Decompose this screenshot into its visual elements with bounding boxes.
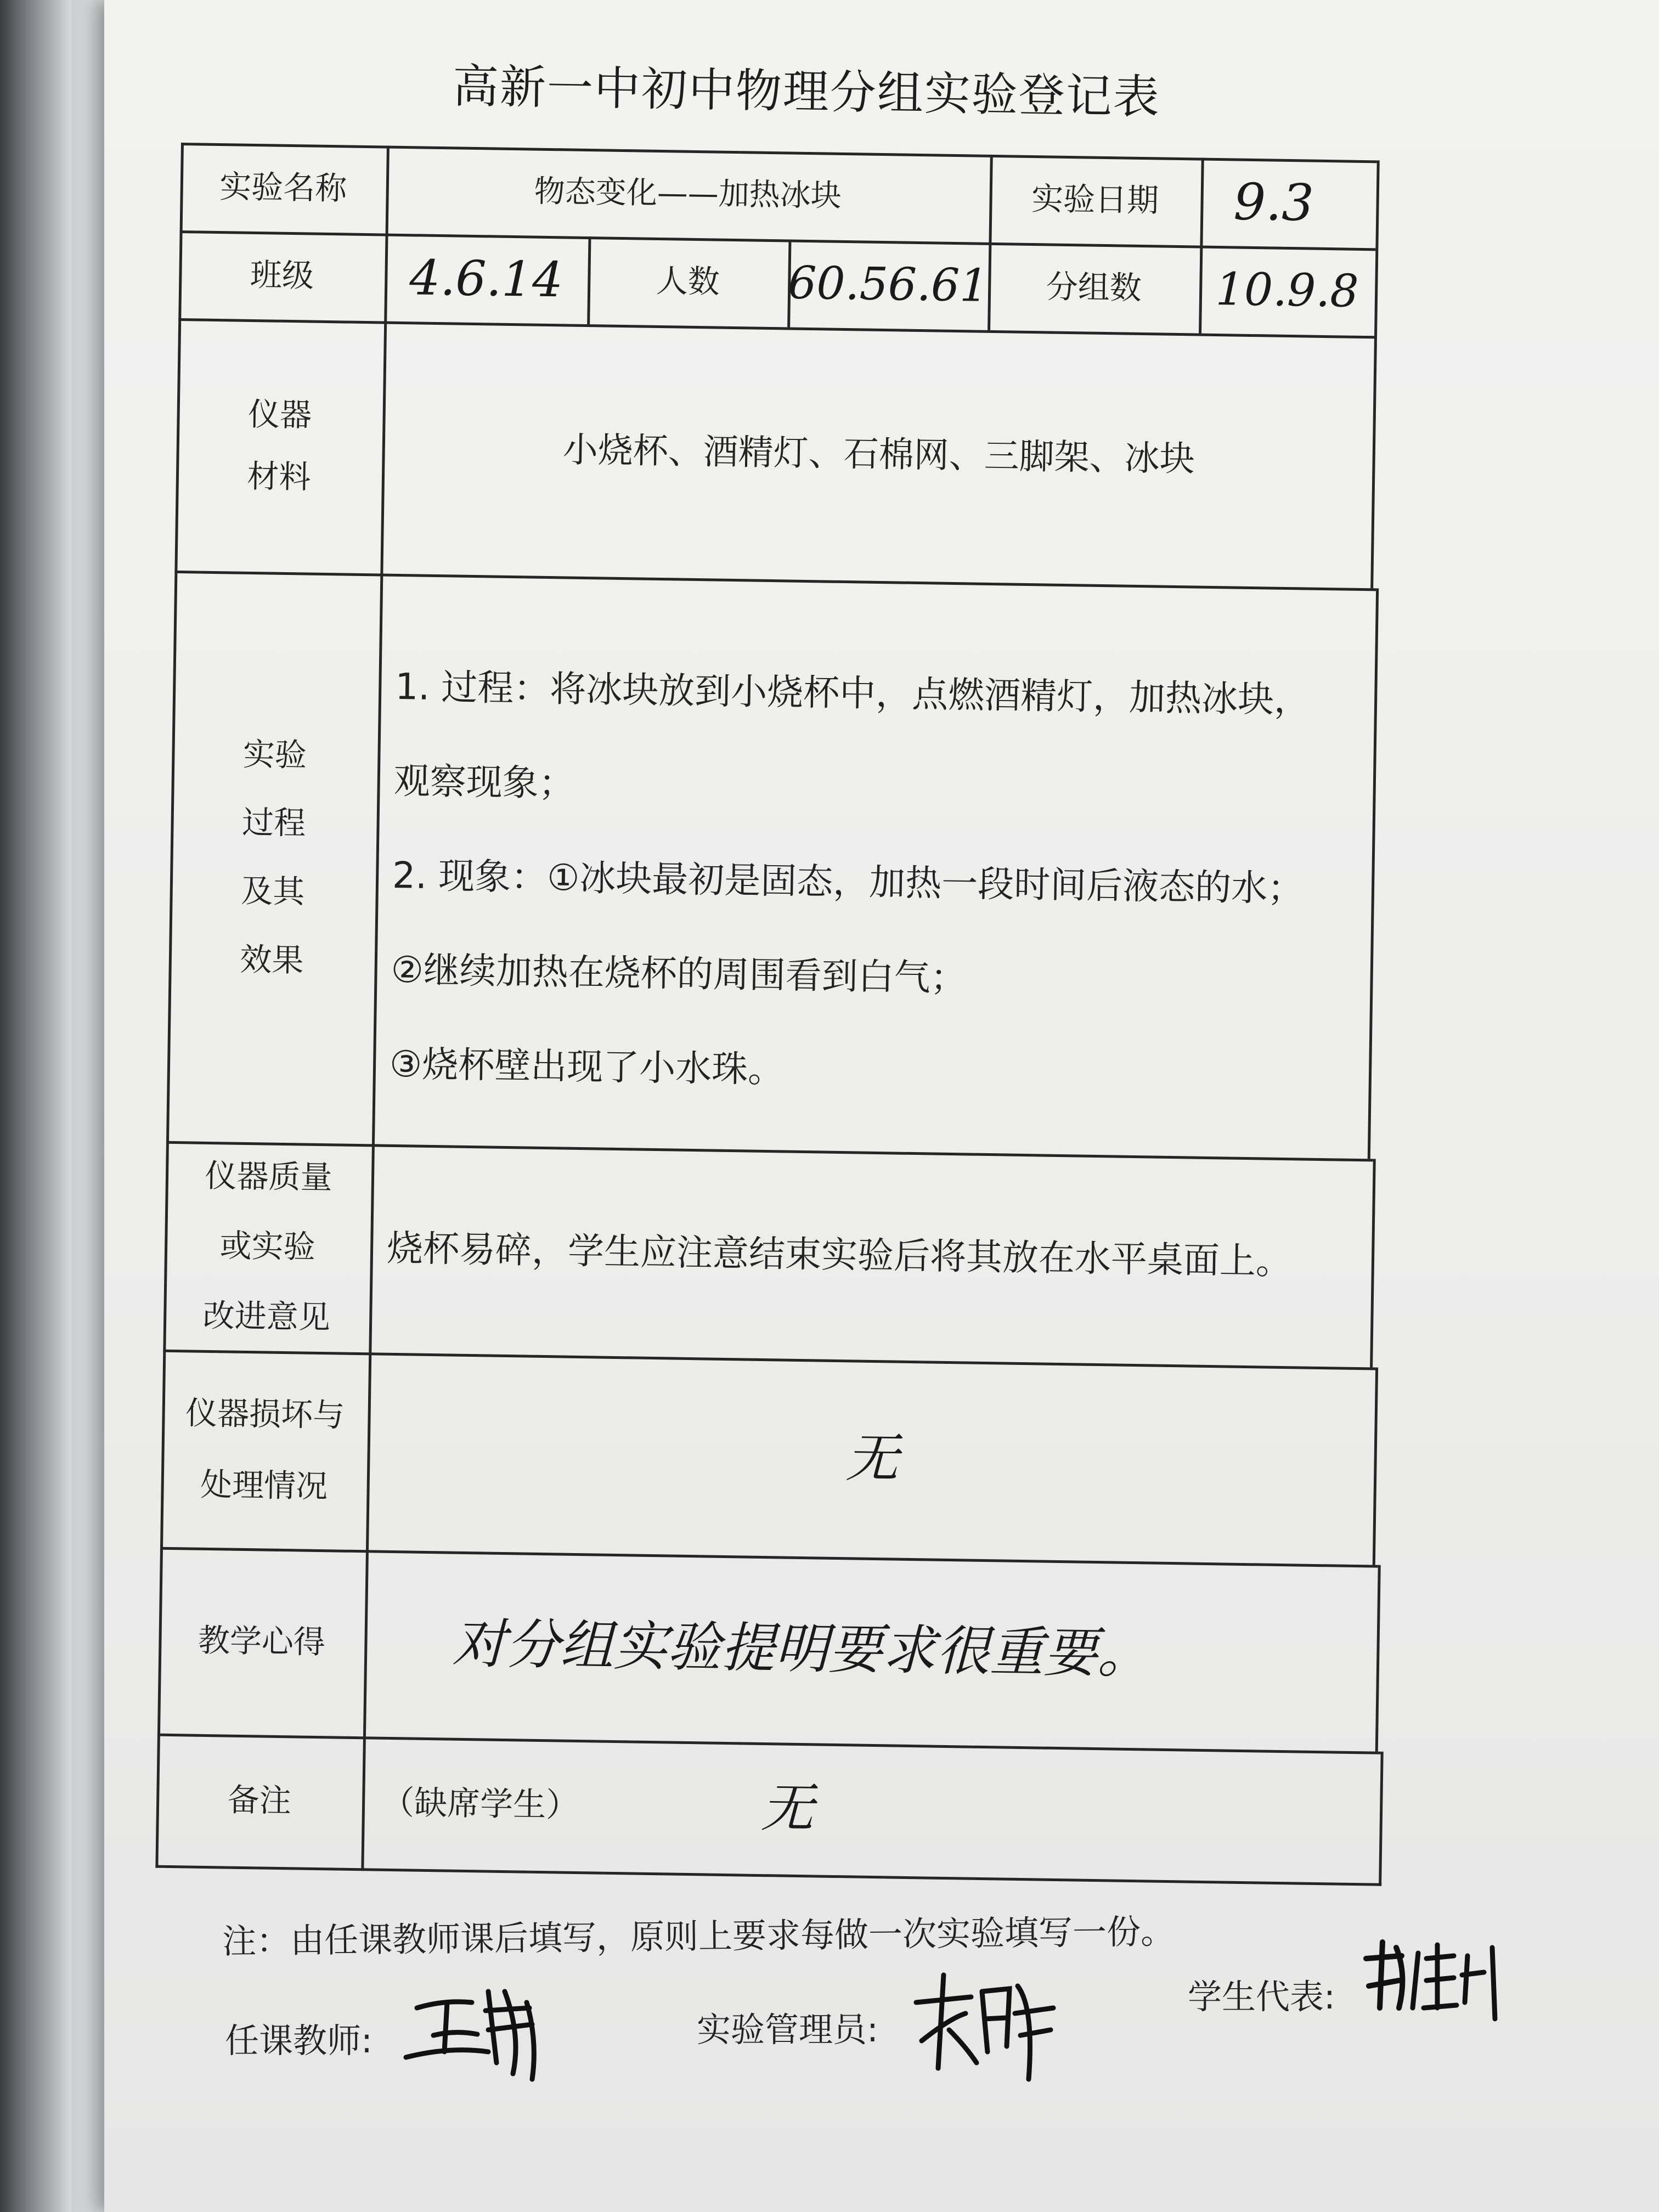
class-label: 班级 <box>250 256 314 295</box>
quality-label-line: 仪器质量 <box>205 1156 333 1196</box>
group-count-value: 10.9.8 <box>1215 263 1359 318</box>
student-count-value: 60.56.61 <box>787 257 989 312</box>
process-label-line: 实验 <box>242 735 307 774</box>
table-border-right <box>1368 588 1379 1159</box>
student-rep-signature <box>1355 1926 1509 2030</box>
teaching-value: 对分组实验提明要求很重要。 <box>452 1613 1152 1686</box>
class-value: 4.6.14 <box>409 249 564 308</box>
process-label-line: 过程 <box>241 804 306 842</box>
remarks-label: 备注 <box>227 1781 292 1820</box>
experiment-date-value: 9.3 <box>1233 172 1314 233</box>
experiment-date-label: 实验日期 <box>1031 180 1159 219</box>
student-count-label: 人数 <box>656 262 720 301</box>
teacher-label: 任课教师: <box>225 2021 373 2061</box>
binder-edge <box>0 0 71 2212</box>
process-label-line: 效果 <box>239 940 304 979</box>
quality-label <box>163 1141 372 1353</box>
equipment-value: 小烧杯、酒精灯、石棉网、三脚架、冰块 <box>562 429 1195 480</box>
damage-value: 无 <box>845 1427 899 1490</box>
group-count-label: 分组数 <box>1046 268 1142 307</box>
quality-label-line: 或实验 <box>219 1227 316 1266</box>
process-line: ②继续加热在烧杯的周围看到白气； <box>391 948 967 1000</box>
experiment-name-label: 实验名称 <box>219 168 347 207</box>
process-label-line: 及其 <box>240 872 305 911</box>
form-title: 高新一中初中物理分组实验登记表 <box>452 59 1161 125</box>
absent-students-label: （缺席学生） <box>381 1783 579 1825</box>
equipment-label-line: 材料 <box>246 457 311 496</box>
process-text <box>389 640 1311 1125</box>
process-line: 观察现象； <box>393 759 575 805</box>
admin-label: 实验管理员: <box>697 2010 878 2050</box>
admin-signature <box>900 1953 1064 2096</box>
student-rep-label: 学生代表: <box>1188 1977 1335 2017</box>
process-label <box>166 571 380 1144</box>
remarks-value: 无 <box>760 1777 814 1839</box>
table-border-right <box>1379 1752 1384 1886</box>
process-line: ③烧杯壁出现了小水珠。 <box>389 1042 785 1091</box>
equipment-label-line: 仪器 <box>247 395 312 434</box>
footer-note: 注：由任课教师课后填写，原则上要求每做一次实验填写一份。 <box>222 1911 1175 1962</box>
damage-label-line: 仪器损坏与 <box>185 1393 345 1434</box>
damage-label <box>160 1350 369 1550</box>
teaching-label: 教学心得 <box>198 1622 326 1661</box>
process-line: 1. 过程：将冰块放到小烧杯中，点燃酒精灯，加热冰块， <box>394 665 1311 721</box>
equipment-label <box>174 318 384 574</box>
quality-label-line: 改进意见 <box>202 1296 331 1336</box>
registration-table <box>155 143 1470 1906</box>
experiment-name-value: 物态变化——加热冰块 <box>534 173 842 215</box>
damage-label-line: 处理情况 <box>200 1465 328 1505</box>
process-line: 2. 现象：①冰块最初是固态，加热一段时间后液态的水； <box>392 854 1304 910</box>
quality-value: 烧杯易碎，学生应注意结束实验后将其放在水平桌面上。 <box>386 1227 1293 1283</box>
teacher-signature <box>395 1970 560 2090</box>
